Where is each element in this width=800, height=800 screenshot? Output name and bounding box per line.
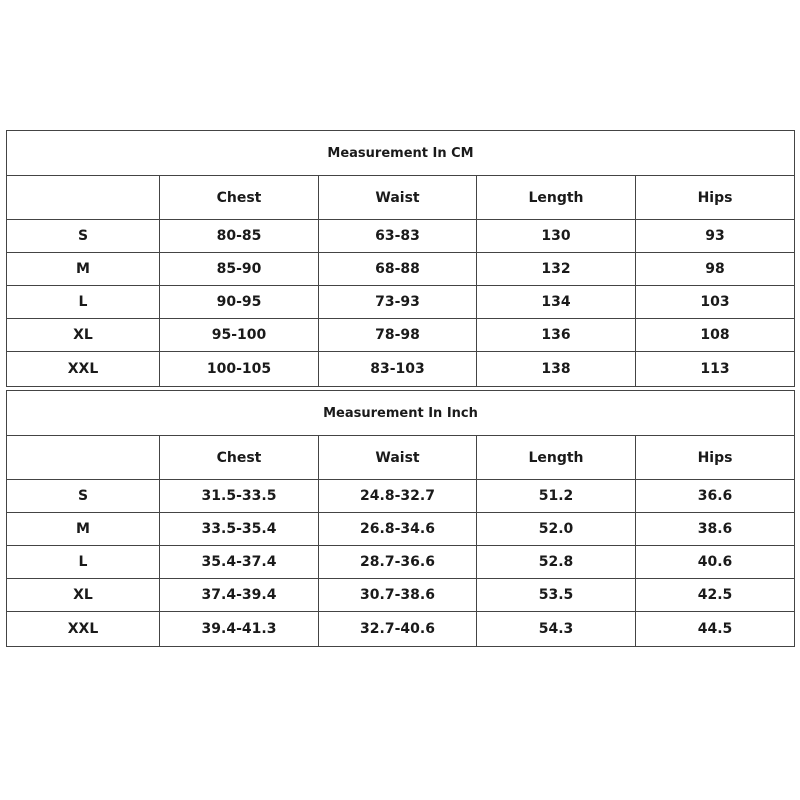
size-cell: L: [7, 546, 160, 579]
table-row: [7, 480, 795, 513]
header-cell-waist: Waist: [319, 436, 477, 480]
table-row: [7, 513, 795, 546]
chest-cell: 37.4-39.4: [160, 579, 319, 612]
header-cell-blank: [7, 436, 160, 480]
length-cell: 136: [477, 319, 636, 352]
waist-cell: 24.8-32.7: [319, 480, 477, 513]
table-row: [7, 220, 795, 253]
hips-cell: 36.6: [636, 480, 795, 513]
table-row: [7, 253, 795, 286]
waist-cell: 32.7-40.6: [319, 612, 477, 647]
size-cell: S: [7, 220, 160, 253]
length-cell: 132: [477, 253, 636, 286]
table-header-row: [7, 176, 795, 220]
waist-cell: 73-93: [319, 286, 477, 319]
table-title-row: [7, 391, 795, 436]
waist-cell: 83-103: [319, 352, 477, 387]
table-row: [7, 319, 795, 352]
waist-cell: 68-88: [319, 253, 477, 286]
length-cell: 130: [477, 220, 636, 253]
table-row: [7, 352, 795, 387]
length-cell: 52.0: [477, 513, 636, 546]
waist-cell: 63-83: [319, 220, 477, 253]
header-cell-length: Length: [477, 176, 636, 220]
size-cell: S: [7, 480, 160, 513]
length-cell: 138: [477, 352, 636, 387]
hips-cell: 42.5: [636, 579, 795, 612]
chest-cell: 95-100: [160, 319, 319, 352]
hips-cell: 108: [636, 319, 795, 352]
size-cell: M: [7, 513, 160, 546]
header-cell-chest: Chest: [160, 176, 319, 220]
header-cell-waist: Waist: [319, 176, 477, 220]
hips-cell: 44.5: [636, 612, 795, 647]
hips-cell: 38.6: [636, 513, 795, 546]
hips-cell: 113: [636, 352, 795, 387]
size-cell: XL: [7, 319, 160, 352]
table-header-row: [7, 436, 795, 480]
table-row: [7, 579, 795, 612]
length-cell: 54.3: [477, 612, 636, 647]
size-cell: XXL: [7, 352, 160, 387]
waist-cell: 78-98: [319, 319, 477, 352]
chest-cell: 33.5-35.4: [160, 513, 319, 546]
size-cell: XL: [7, 579, 160, 612]
waist-cell: 28.7-36.6: [319, 546, 477, 579]
size-table-cm: [6, 130, 795, 387]
header-cell-hips: Hips: [636, 436, 795, 480]
table-title-row: [7, 131, 795, 176]
size-cell: XXL: [7, 612, 160, 647]
table-row: [7, 612, 795, 647]
chest-cell: 100-105: [160, 352, 319, 387]
length-cell: 53.5: [477, 579, 636, 612]
chest-cell: 39.4-41.3: [160, 612, 319, 647]
waist-cell: 26.8-34.6: [319, 513, 477, 546]
size-table-inch: [6, 390, 795, 647]
size-cell: L: [7, 286, 160, 319]
chest-cell: 31.5-33.5: [160, 480, 319, 513]
hips-cell: 40.6: [636, 546, 795, 579]
size-cell: M: [7, 253, 160, 286]
length-cell: 51.2: [477, 480, 636, 513]
length-cell: 134: [477, 286, 636, 319]
table-row: [7, 286, 795, 319]
hips-cell: 103: [636, 286, 795, 319]
chest-cell: 35.4-37.4: [160, 546, 319, 579]
header-cell-chest: Chest: [160, 436, 319, 480]
table-title: Measurement In CM: [7, 131, 795, 176]
chest-cell: 85-90: [160, 253, 319, 286]
header-cell-blank: [7, 176, 160, 220]
header-cell-length: Length: [477, 436, 636, 480]
length-cell: 52.8: [477, 546, 636, 579]
table-row: [7, 546, 795, 579]
table-title: Measurement In Inch: [7, 391, 795, 436]
hips-cell: 93: [636, 220, 795, 253]
waist-cell: 30.7-38.6: [319, 579, 477, 612]
chest-cell: 80-85: [160, 220, 319, 253]
hips-cell: 98: [636, 253, 795, 286]
header-cell-hips: Hips: [636, 176, 795, 220]
chest-cell: 90-95: [160, 286, 319, 319]
